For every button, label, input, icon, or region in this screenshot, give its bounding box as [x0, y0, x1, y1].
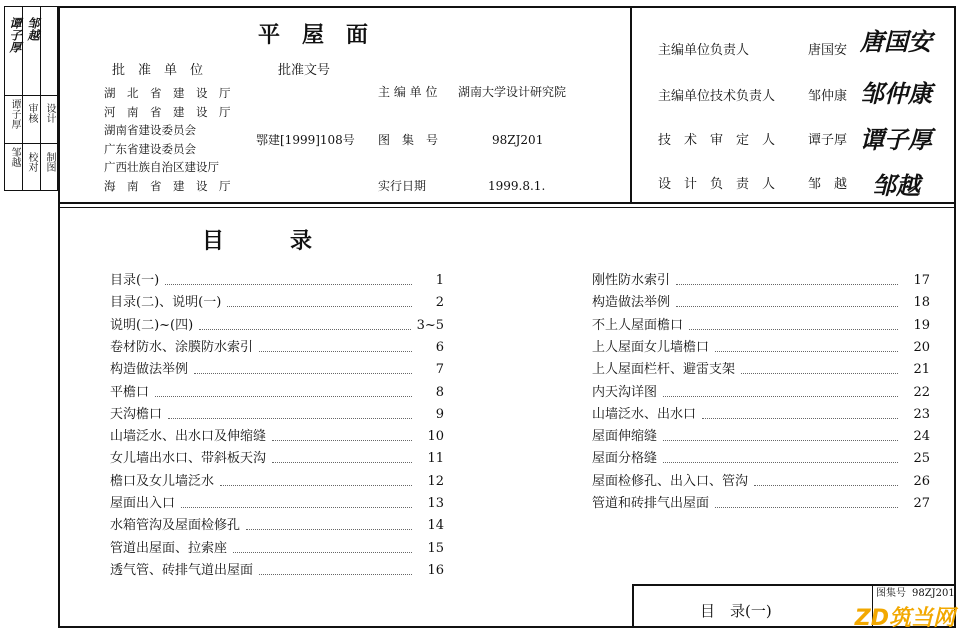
role-signature-2: 邹仲康 [860, 79, 932, 108]
toc-row[interactable] [110, 495, 444, 511]
approve-unit-3: 湖南省建设委员会 [104, 123, 196, 137]
toc-entry-label: 卷材防水、涂膜防水索引 [110, 339, 254, 355]
toc-row[interactable] [592, 495, 930, 511]
toc-entry-page: 1 [435, 273, 444, 288]
approve-unit-label: 批 准 单 位 [112, 63, 204, 78]
strip-signature-2: 邹越 [26, 17, 40, 41]
atlas-number-label: 图 集 号 [378, 133, 439, 147]
approve-unit-4: 广东省建设委员会 [104, 142, 196, 156]
toc-entry-label: 说明(二)~(四) [110, 317, 194, 333]
toc-entry-label: 屋面分格缝 [592, 451, 658, 467]
role-signature-1: 唐国安 [860, 27, 932, 56]
role-4: 设 计 负 责 人 [658, 177, 776, 192]
toc-row[interactable] [592, 384, 930, 400]
toc-row[interactable] [592, 339, 930, 355]
toc-entry-label: 屋面检修孔、出入口、管沟 [592, 473, 749, 489]
strip-name-1: 谭子厚 [9, 99, 20, 129]
leader-dots [194, 373, 412, 374]
leader-dots [676, 306, 898, 307]
toc-entry-label: 构造做法举例 [592, 295, 671, 311]
toc-entry-page: 20 [913, 339, 930, 355]
toc-entry-page: 17 [913, 273, 930, 288]
toc-entry-page: 8 [435, 384, 444, 400]
toc-entry-page: 14 [427, 518, 444, 534]
leader-dots [676, 284, 898, 285]
leader-dots [663, 396, 898, 397]
role-name-3: 谭子厚 [808, 133, 848, 148]
toc-entry-page: 21 [913, 362, 930, 378]
footer-atlas-number: 98ZJ201 [912, 588, 955, 599]
toc-entry-label: 平檐口 [110, 384, 150, 400]
leader-dots [220, 485, 412, 486]
toc-entry-page: 19 [913, 317, 930, 333]
toc-row[interactable] [110, 339, 444, 355]
impl-date: 1999.8.1. [488, 179, 546, 193]
leader-dots [702, 418, 898, 419]
leader-dots [181, 507, 412, 508]
toc-entry-page: 26 [913, 473, 930, 489]
signature-strip [4, 6, 58, 191]
toc-entry-page: 15 [427, 540, 444, 556]
footer-atlas-label: 图集号 [876, 588, 906, 599]
role-1: 主编单位负责人 [658, 43, 750, 58]
leader-dots [227, 306, 412, 307]
toc-entry-page: 10 [427, 429, 444, 445]
toc-row[interactable] [592, 450, 930, 466]
toc-entry-label: 透气管、砖排气道出屋面 [110, 562, 254, 578]
leader-dots [663, 462, 898, 463]
toc-entry-label: 屋面出入口 [110, 496, 176, 511]
approve-unit-1: 湖 北 省 建 设 厅 [104, 86, 231, 100]
toc-entry-label: 管道和砖排气出屋面 [592, 496, 710, 511]
approve-unit-6: 海 南 省 建 设 厅 [104, 179, 231, 193]
leader-dots [754, 485, 898, 486]
editor-unit: 湖南大学设计研究院 [458, 85, 567, 99]
toc-entry-page: 2 [435, 295, 444, 311]
toc-row[interactable] [592, 294, 930, 310]
toc-row[interactable] [592, 272, 930, 288]
toc-row[interactable] [110, 406, 444, 422]
atlas-number: 98ZJ201 [492, 133, 544, 147]
toc-row[interactable] [110, 428, 444, 444]
role-name-1: 唐国安 [808, 43, 848, 58]
approve-unit-2: 河 南 省 建 设 厅 [104, 105, 231, 119]
leader-dots [259, 351, 412, 352]
strip-role-4: 制图 [44, 152, 55, 172]
toc-entry-page: 9 [435, 406, 444, 422]
toc-title: 目 录 [202, 228, 313, 254]
strip-role-1: 审核 [26, 103, 37, 123]
page-title: 平 屋 面 [258, 22, 369, 48]
toc-entry-label: 目录(一) [110, 273, 160, 288]
strip-role-3: 设计 [44, 103, 55, 123]
leader-dots [272, 462, 412, 463]
approve-doc-number: 鄂建[1999]108号 [256, 133, 355, 147]
strip-signature-1: 谭子厚 [8, 17, 22, 53]
role-3: 技 术 审 定 人 [658, 133, 776, 148]
toc-row[interactable] [110, 384, 444, 400]
toc-entry-label: 上人屋面栏杆、避雷支架 [592, 362, 736, 378]
toc-row[interactable] [110, 317, 444, 333]
leader-dots [233, 552, 412, 553]
leader-dots [246, 529, 412, 530]
toc-row[interactable] [110, 450, 444, 466]
toc-entry-page: 3~5 [416, 317, 444, 333]
toc-entry-label: 山墙泛水、出水口 [592, 406, 697, 422]
toc-row[interactable] [110, 473, 444, 489]
toc-entry-page: 23 [913, 406, 930, 422]
toc-entry-label: 屋面伸缩缝 [592, 429, 658, 445]
strip-role-2: 校对 [26, 152, 37, 172]
toc-entry-label: 上人屋面女儿墙檐口 [592, 339, 710, 355]
leader-dots [741, 373, 898, 374]
toc-row[interactable] [592, 428, 930, 444]
toc-row[interactable] [592, 361, 930, 377]
leader-dots [199, 329, 410, 330]
toc-entry-page: 6 [435, 339, 444, 355]
leader-dots [689, 329, 898, 330]
leader-dots [155, 396, 412, 397]
toc-entry-label: 不上人屋面檐口 [592, 317, 684, 333]
toc-entry-page: 24 [913, 429, 930, 445]
leader-dots [272, 440, 412, 441]
role-signature-4: 邹越 [872, 171, 920, 200]
drawing-frame [58, 6, 956, 628]
toc-row[interactable] [110, 562, 444, 578]
toc-entry-page: 22 [913, 384, 930, 400]
toc-entry-label: 刚性防水索引 [592, 273, 671, 288]
impl-date-label: 实行日期 [378, 179, 427, 193]
toc-entry-page: 27 [913, 496, 930, 511]
toc-entry-page: 18 [913, 295, 930, 311]
toc-entry-page: 16 [427, 562, 444, 578]
strip-name-2: 邹越 [9, 147, 20, 167]
leader-dots [259, 574, 412, 575]
toc-entry-label: 目录(二)、说明(一) [110, 295, 222, 311]
toc-entry-label: 内天沟详图 [592, 384, 658, 400]
toc-entry-page: 12 [427, 473, 444, 489]
toc-entry-page: 11 [427, 451, 444, 467]
editor-unit-label: 主 编 单 位 [378, 85, 438, 99]
toc-entry-label: 檐口及女儿墙泛水 [110, 473, 215, 489]
toc-row[interactable] [110, 540, 444, 556]
leader-dots [168, 418, 412, 419]
toc-entry-page: 7 [435, 362, 444, 378]
leader-dots [663, 440, 898, 441]
role-name-4: 邹 越 [808, 177, 848, 192]
toc-row[interactable] [110, 272, 444, 288]
role-name-2: 邹仲康 [808, 89, 848, 104]
role-2: 主编单位技术负责人 [658, 89, 776, 104]
toc-row[interactable] [110, 294, 444, 310]
leader-dots [715, 351, 898, 352]
watermark-logo: ZD筑当网 [854, 606, 955, 631]
toc-entry-label: 天沟檐口 [110, 406, 163, 422]
approve-unit-5: 广西壮族自治区建设厅 [104, 160, 219, 174]
leader-dots [165, 284, 412, 285]
toc-row[interactable] [592, 473, 930, 489]
toc-entry-label: 女儿墙出水口、带斜板天沟 [110, 451, 267, 467]
toc-entry-label: 构造做法举例 [110, 362, 189, 378]
toc-row[interactable] [592, 406, 930, 422]
toc-entry-page: 13 [427, 496, 444, 511]
approve-doc-label: 批准文号 [278, 63, 331, 78]
leader-dots [715, 507, 898, 508]
toc-entry-label: 山墙泛水、出水口及伸缩缝 [110, 429, 267, 445]
toc-entry-label: 管道出屋面、拉索座 [110, 540, 228, 556]
toc-entry-page: 25 [913, 451, 930, 467]
toc-row[interactable] [110, 517, 444, 533]
sheet-title: 目 录(一) [700, 602, 772, 620]
toc-entry-label: 水箱管沟及屋面检修孔 [110, 518, 241, 534]
toc-row[interactable] [592, 317, 930, 333]
role-signature-3: 谭子厚 [860, 125, 932, 154]
toc-row[interactable] [110, 361, 444, 377]
